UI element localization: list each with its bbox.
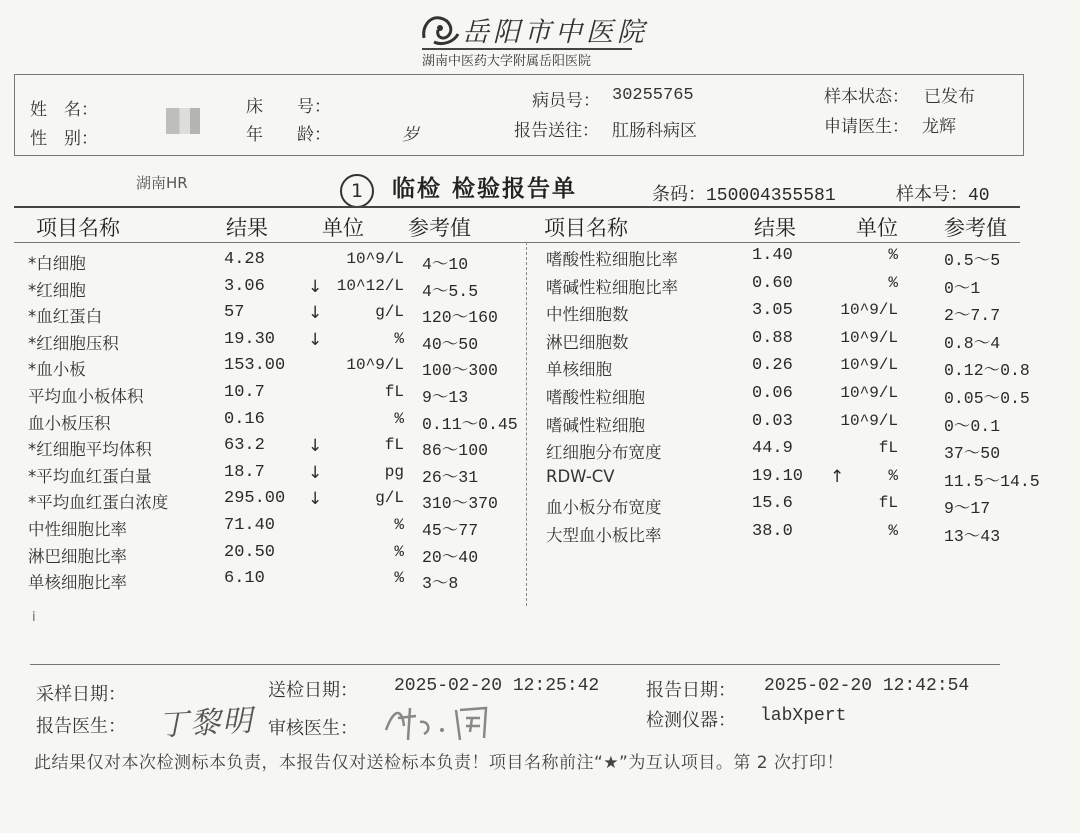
- name-label: 姓 名：: [30, 100, 98, 120]
- item-result: 15.6: [752, 494, 793, 514]
- item-unit: %: [394, 516, 404, 534]
- item-name: *平均血红蛋白浓度: [28, 493, 169, 513]
- item-ref: 37～50: [944, 444, 1001, 464]
- item-result: 295.00: [224, 489, 286, 509]
- item-unit: 10^12/L: [336, 276, 404, 295]
- item-result: 3.05: [752, 301, 793, 321]
- item-flag: ↓: [308, 436, 323, 457]
- item-result: 57: [224, 303, 245, 323]
- item-name: 平均血小板体积: [28, 387, 144, 406]
- lab-name: 湖南HR: [136, 174, 188, 192]
- item-result: 44.9: [752, 439, 793, 459]
- item-ref: 310～370: [422, 494, 498, 514]
- item-unit: g/L: [375, 303, 404, 322]
- col-result-right: 结果: [754, 216, 796, 240]
- report-doctor-signature: 丁黎明: [157, 703, 256, 744]
- item-result: 18.7: [224, 462, 265, 482]
- sex-label: 性 别：: [30, 129, 98, 149]
- hospital-logo-icon: [420, 12, 462, 46]
- barcode: [652, 180, 836, 206]
- item-unit: %: [394, 329, 404, 348]
- item-flag: ↓: [308, 303, 323, 324]
- patient-id: 30255765: [612, 86, 694, 105]
- item-ref: 9～17: [944, 499, 991, 519]
- item-unit: fL: [384, 436, 404, 455]
- send-date-label: 送检日期：: [268, 680, 358, 701]
- item-result: 0.88: [752, 328, 793, 348]
- report-doctor-label: 报告医生：: [36, 716, 126, 737]
- item-unit: fL: [878, 494, 898, 513]
- item-unit: g/L: [375, 489, 404, 508]
- sample-number: [896, 180, 990, 206]
- item-name: 单核细胞: [546, 360, 612, 380]
- item-result: 153.00: [224, 356, 286, 376]
- item-result: 0.26: [752, 356, 793, 376]
- footer-rule: [30, 664, 1000, 665]
- report-date: 2025-02-20 12:42:54: [764, 676, 970, 696]
- doctor: 龙辉: [922, 117, 956, 137]
- column-divider: [526, 242, 527, 606]
- item-result: 19.30: [224, 329, 276, 349]
- item-ref: 2～7.7: [944, 306, 1001, 326]
- barcode-value: 150004355581: [706, 186, 836, 206]
- status: 已发布: [924, 87, 975, 107]
- item-unit: fL: [878, 439, 898, 458]
- item-flag: ↓: [308, 489, 323, 510]
- col-ref-right: 参考值: [944, 216, 1007, 240]
- stray-mark: i: [32, 610, 36, 625]
- item-name: 红细胞分布宽度: [546, 443, 662, 463]
- item-name: *平均血红蛋白量: [28, 466, 152, 486]
- item-name: 中性细胞比率: [28, 520, 127, 539]
- item-name: *白细胞: [28, 254, 86, 273]
- table-header-rule: [14, 242, 1020, 243]
- collect-date-label: 采样日期：: [36, 684, 126, 705]
- reviewer-label: 审核医生：: [268, 718, 358, 739]
- item-unit: 10^9/L: [840, 411, 898, 430]
- item-unit: 10^9/L: [346, 356, 404, 375]
- hospital-subtitle: 湖南中医药大学附属岳阳医院: [422, 54, 592, 69]
- item-name: *红细胞压积: [28, 333, 119, 353]
- age-label: 年 龄：: [246, 125, 331, 145]
- item-ref: 86～100: [422, 441, 489, 461]
- item-ref: 0.05～0.5: [944, 389, 1030, 408]
- age-value: 岁: [402, 125, 419, 145]
- item-unit: fL: [384, 383, 404, 401]
- col-unit-left: 单位: [322, 216, 364, 240]
- item-unit: 10^9/L: [346, 250, 404, 268]
- item-unit: %: [888, 246, 898, 264]
- item-flag: ↓: [308, 462, 323, 483]
- status-label: 样本状态：: [824, 87, 909, 107]
- dept: 肛肠科病区: [612, 121, 697, 141]
- send-date: 2025-02-20 12:25:42: [394, 676, 600, 696]
- item-name: 中性细胞数: [546, 305, 629, 325]
- item-ref: 0.8～4: [944, 333, 1001, 353]
- item-ref: 40～50: [422, 334, 479, 354]
- hospital-name: 岳阳市中医院: [462, 17, 648, 48]
- reviewer-signature: [380, 700, 510, 744]
- instrument-label: 检测仪器：: [646, 710, 736, 731]
- col-unit-right: 单位: [856, 216, 898, 240]
- patient-id-label: 病员号：: [532, 91, 600, 111]
- item-name: 淋巴细胞比率: [28, 546, 127, 566]
- table-top-rule: [14, 206, 1020, 208]
- item-ref: 100～300: [422, 361, 498, 381]
- item-name: 血小板分布宽度: [546, 498, 662, 518]
- item-result: 0.16: [224, 409, 265, 429]
- item-name: RDW-CV: [546, 466, 615, 486]
- item-ref: 4～5.5: [422, 281, 479, 301]
- item-ref: 0.5～5: [944, 251, 1001, 270]
- item-result: 4.28: [224, 250, 265, 269]
- item-result: 19.10: [752, 466, 804, 486]
- col-result-left: 结果: [226, 216, 268, 240]
- report-date-label: 报告日期：: [646, 680, 736, 701]
- item-ref: 0.11～0.45: [422, 414, 518, 434]
- item-name: 淋巴细胞数: [546, 332, 629, 352]
- item-flag: ↓: [308, 329, 323, 350]
- item-result: 63.2: [224, 436, 265, 456]
- item-result: 0.03: [752, 411, 793, 431]
- item-unit: %: [888, 522, 898, 540]
- item-name: *血小板: [28, 360, 86, 380]
- item-result: 10.7: [224, 383, 265, 402]
- item-flag: ↑: [830, 466, 845, 487]
- item-unit: %: [394, 542, 404, 561]
- item-flag: ↓: [308, 276, 323, 297]
- item-ref: 9～13: [422, 388, 469, 407]
- barcode-label: 条码：: [652, 184, 706, 205]
- item-ref: 13～43: [944, 527, 1001, 546]
- item-result: 38.0: [752, 522, 793, 541]
- col-item-right: 项目名称: [544, 216, 628, 240]
- item-unit: %: [394, 409, 404, 428]
- item-name: *血红蛋白: [28, 307, 103, 327]
- item-name: 嗜碱性粒细胞比率: [546, 277, 678, 297]
- item-ref: 20～40: [422, 547, 479, 567]
- item-unit: 10^9/L: [840, 328, 898, 347]
- doctor-label: 申请医生：: [824, 117, 909, 137]
- item-name: 嗜碱性粒细胞: [546, 415, 645, 435]
- item-ref: 26～31: [422, 467, 479, 487]
- item-unit: %: [394, 569, 404, 588]
- item-name: *红细胞: [28, 280, 86, 300]
- item-unit: pg: [384, 462, 404, 481]
- item-result: 20.50: [224, 542, 276, 562]
- item-result: 6.10: [224, 569, 265, 589]
- item-unit: 10^9/L: [840, 356, 898, 375]
- redaction-mask: [166, 108, 200, 134]
- item-name: 大型血小板比率: [546, 526, 662, 545]
- instrument: labXpert: [760, 706, 847, 726]
- item-unit: %: [888, 466, 898, 485]
- footer-note: 此结果仅对本次检测标本负责，本报告仅对送检标本负责！项目名称前注“★”为互认项目。第 2 次打印！: [34, 753, 844, 773]
- item-result: 3.06: [224, 276, 265, 296]
- item-name: *红细胞平均体积: [28, 440, 152, 460]
- report-title: 临检 检验报告单: [392, 176, 578, 202]
- item-result: 0.06: [752, 384, 793, 403]
- item-unit: 10^9/L: [840, 384, 898, 402]
- item-ref: 45～77: [422, 521, 479, 540]
- item-result: 0.60: [752, 273, 793, 293]
- dept-label: 报告送往：: [514, 121, 599, 141]
- item-ref: 0～0.1: [944, 416, 1001, 436]
- item-result: 1.40: [752, 246, 793, 265]
- item-unit: %: [888, 273, 898, 292]
- item-result: 71.40: [224, 516, 276, 535]
- col-item-left: 项目名称: [36, 216, 120, 240]
- item-ref: 0.12～0.8: [944, 361, 1030, 381]
- bed-label: 床 号：: [246, 97, 331, 117]
- col-ref-left: 参考值: [408, 216, 471, 240]
- item-ref: 3～8: [422, 574, 459, 594]
- item-name: 单核细胞比率: [28, 573, 127, 593]
- item-ref: 0～1: [944, 278, 981, 298]
- item-name: 血小板压积: [28, 413, 111, 433]
- report-number: 1: [340, 174, 374, 208]
- item-name: 嗜酸性粒细胞比率: [546, 250, 678, 269]
- sample-label: 样本号：: [896, 184, 968, 205]
- item-ref: 4～10: [422, 255, 469, 274]
- item-name: 嗜酸性粒细胞: [546, 388, 645, 407]
- item-ref: 120～160: [422, 308, 498, 328]
- sample-value: 40: [968, 186, 990, 206]
- item-unit: 10^9/L: [840, 301, 898, 320]
- item-ref: 11.5～14.5: [944, 471, 1040, 491]
